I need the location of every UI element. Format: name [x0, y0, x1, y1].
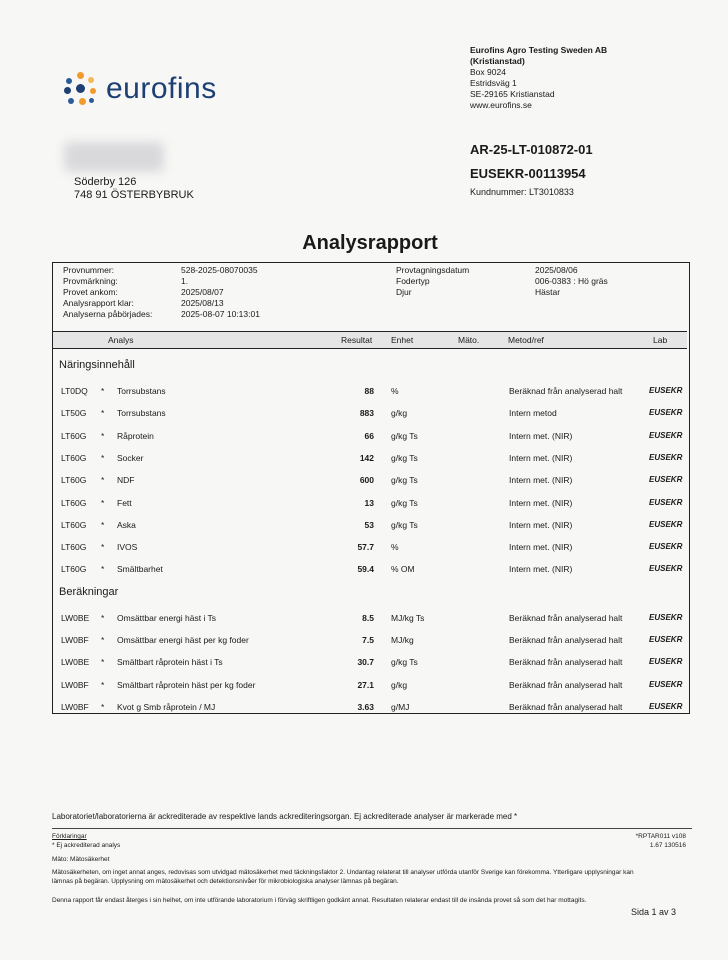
lab-code: EUSEKR: [649, 475, 683, 485]
lab-code: EUSEKR: [649, 564, 683, 574]
col-metod: Metod/ref: [508, 335, 544, 345]
lab-code: EUSEKR: [649, 542, 683, 552]
method: Intern met. (NIR): [509, 452, 573, 463]
analysis-code: LW0BE: [61, 612, 90, 623]
result-value: 142: [359, 452, 374, 463]
lab-street: Estridsväg 1: [470, 78, 517, 88]
meta-label: Provnummer:: [63, 265, 115, 275]
table-row: [53, 563, 687, 577]
section-heading: Näringsinnehåll: [59, 359, 135, 371]
brand-name: eurofins: [106, 72, 217, 105]
redacted-customer-name: [64, 142, 164, 172]
analysis-name: Smältbart råprotein häst per kg foder: [117, 679, 256, 690]
result-value: 59.4: [357, 564, 374, 575]
col-lab: Lab: [653, 335, 668, 345]
accreditation-mark: *: [101, 542, 105, 553]
table-row: [53, 385, 687, 399]
accreditation-mark: *: [101, 386, 105, 396]
unit: g/kg Ts: [391, 519, 418, 530]
result-value: 27.1: [357, 679, 374, 690]
analysis-name: Fett: [117, 497, 132, 508]
lab-name: Eurofins Agro Testing Sweden AB: [470, 45, 608, 55]
analysis-code: LT0DQ: [61, 386, 88, 396]
analysis-name: Omsättbar energi häst i Ts: [117, 612, 217, 623]
method: Intern met. (NIR): [509, 519, 573, 530]
lab-branch: (Kristianstad): [470, 56, 525, 66]
method: Intern met. (NIR): [509, 497, 573, 508]
lab-code: EUSEKR: [649, 452, 683, 462]
analysis-code: LT50G: [61, 408, 87, 419]
sample-reference: EUSEKR-00113954: [470, 166, 586, 181]
accreditation-mark: *: [101, 519, 105, 530]
method: Intern met. (NIR): [509, 430, 573, 441]
table-row: [53, 679, 687, 693]
method: Intern met. (NIR): [509, 542, 573, 553]
table-row: [53, 430, 687, 444]
result-value: 88: [364, 386, 374, 396]
eurofins-logo: [64, 72, 217, 106]
lab-code: EUSEKR: [649, 519, 683, 529]
analysis-code: LT60G: [61, 542, 87, 553]
analysis-code: LT60G: [61, 497, 87, 508]
accreditation-mark: *: [101, 657, 105, 668]
result-value: 883: [359, 408, 374, 419]
lab-code: EUSEKR: [649, 408, 683, 418]
analysis-name: Kvot g Smb råprotein / MJ: [117, 701, 216, 712]
analysis-name: NDF: [117, 475, 135, 486]
lab-code: EUSEKR: [649, 701, 683, 711]
meta-label: Provmärkning:: [63, 276, 118, 286]
analysis-code: LW0BF: [61, 635, 89, 645]
analysis-name: Aska: [117, 519, 136, 530]
table-row: [53, 452, 687, 466]
accreditation-mark: *: [101, 475, 105, 486]
analysis-code: LW0BE: [61, 657, 90, 668]
unit: g/kg: [391, 679, 408, 690]
meta-value: 2025/08/13: [181, 298, 224, 308]
reproduction-note: Denna rapport får endast återges i sin helhet, om inte utförande laboratorium i förväg skriftligen godkänt annat. Resultaten relaterar endast till de insända provet så som det har mottagits.: [52, 897, 587, 904]
table-row: [53, 519, 687, 533]
meta-label: Analyserna påbörjades:: [63, 309, 153, 319]
meta-value: 2025/08/07: [181, 287, 224, 297]
meta-value: 2025/08/06: [535, 265, 578, 275]
unit: % OM: [391, 564, 415, 575]
accreditation-mark: *: [101, 430, 105, 441]
col-mato: Mäto.: [458, 335, 480, 345]
customer-line-2: 748 91 ÖSTERBYBRUK: [74, 189, 194, 201]
accreditation-mark: *: [101, 452, 105, 463]
accreditation-mark: *: [101, 612, 105, 623]
lab-code: EUSEKR: [649, 497, 683, 507]
unit: g/kg Ts: [391, 497, 418, 508]
analysis-code: LW0BF: [61, 679, 89, 690]
analysis-code: LT60G: [61, 452, 87, 463]
analysis-code: LW0BF: [61, 701, 89, 712]
result-value: 13: [364, 497, 374, 508]
unit: g/kg: [391, 408, 408, 419]
meta-label: Provtagningsdatum: [396, 265, 470, 275]
analysis-name: Omsättbar energi häst per kg foder: [117, 635, 249, 645]
lab-city: SE-29165 Kristianstad: [470, 89, 555, 99]
analysis-name: Råprotein: [117, 430, 154, 441]
mato-note: Mäto: Mätosäkerhet: [52, 856, 110, 863]
analysis-name: IVOS: [117, 542, 138, 553]
method: Intern met. (NIR): [509, 475, 573, 486]
accreditation-mark: *: [101, 408, 105, 419]
analysis-name: Torrsubstans: [117, 386, 166, 396]
analysis-code: LT60G: [61, 564, 87, 575]
table-row: [53, 541, 687, 555]
result-value: 600: [359, 475, 374, 486]
page-indicator: Sida 1 av 3: [630, 907, 676, 917]
unit: g/kg Ts: [391, 475, 418, 486]
report-number: AR-25-LT-010872-01: [470, 142, 593, 157]
unit: %: [391, 542, 399, 553]
method: Beräknad från analyserad halt: [509, 635, 623, 645]
analysis-code: LT60G: [61, 519, 87, 530]
method: Beräknad från analyserad halt: [509, 612, 623, 623]
customer-number: Kundnummer: LT3010833: [470, 187, 574, 197]
table-row: [53, 612, 687, 626]
uncertainty-note: Mätosäkerheten, om inget annat anges, redovisas som utvidgad mätosäkerhet med täckningsfaktor 2. Undantag relaterat till analyser utförda utanför Sverige kan förekomma. Ytterligare upplysningar kan lämnas på begäran. Upplysning om mätosäkerhet och detektionsnivåer för mikrobiologiska analyser lämnas på begäran.: [52, 869, 634, 885]
lab-code: EUSEKR: [649, 657, 683, 667]
doc-version: 1.67 130516: [649, 842, 686, 849]
accreditation-mark: *: [101, 679, 105, 690]
meta-value: 528-2025-08070035: [181, 265, 258, 275]
lab-code: EUSEKR: [649, 430, 683, 440]
unit: g/kg Ts: [391, 657, 418, 668]
lab-code: EUSEKR: [649, 386, 683, 395]
method: Intern metod: [509, 408, 557, 419]
unit: g/kg Ts: [391, 452, 418, 463]
table-row: [53, 497, 687, 511]
unit: g/kg Ts: [391, 430, 418, 441]
meta-value: 2025-08-07 10:13:01: [181, 309, 260, 319]
col-analys: Analys: [108, 335, 134, 345]
unit: MJ/kg Ts: [391, 612, 425, 623]
accreditation-mark: *: [101, 701, 105, 712]
analysis-name: Torrsubstans: [117, 408, 166, 419]
method: Beräknad från analyserad halt: [509, 657, 623, 668]
analysis-code: LT60G: [61, 430, 87, 441]
accreditation-mark: *: [101, 564, 105, 575]
method: Intern met. (NIR): [509, 564, 573, 575]
col-enhet: Enhet: [391, 335, 414, 345]
doc-code: *RPTAR011 v108: [635, 833, 686, 840]
lab-code: EUSEKR: [649, 679, 683, 689]
eurofins-dots-icon: [64, 72, 98, 106]
analysis-code: LT60G: [61, 475, 87, 486]
result-value: 57.7: [357, 542, 374, 553]
analysis-name: Smältbarhet: [117, 564, 163, 575]
result-value: 30.7: [357, 657, 374, 668]
results-table: [52, 262, 690, 714]
lab-web: www.eurofins.se: [470, 100, 532, 110]
unit: MJ/kg: [391, 635, 414, 645]
customer-address: [74, 176, 194, 202]
result-value: 66: [364, 430, 374, 441]
meta-value: 1.: [181, 276, 189, 286]
footer-divider: [52, 828, 692, 829]
lab-box: Box 9024: [470, 67, 506, 77]
result-value: 7.5: [362, 635, 374, 645]
accreditation-mark: *: [101, 497, 105, 508]
meta-label: Analysrapport klar:: [63, 298, 134, 308]
page-title: Analysrapport: [302, 232, 438, 254]
result-value: 53: [364, 519, 374, 530]
meta-label: Fodertyp: [396, 276, 430, 286]
lab-code: EUSEKR: [649, 635, 683, 644]
section-heading: Beräkningar: [59, 585, 119, 598]
table-row: [53, 634, 687, 648]
method: Beräknad från analyserad halt: [509, 679, 623, 690]
explanations-heading: Förklaringar: [52, 833, 87, 840]
unit: %: [391, 386, 399, 396]
method: Beräknad från analyserad halt: [509, 701, 623, 712]
lab-code: EUSEKR: [649, 612, 683, 622]
table-row: [53, 701, 687, 715]
meta-label: Djur: [396, 287, 412, 297]
col-resultat: Resultat: [341, 335, 373, 345]
table-row: [53, 407, 687, 421]
table-header: [53, 331, 687, 349]
table-row: [53, 474, 687, 488]
analysis-name: Smältbart råprotein häst i Ts: [117, 657, 223, 668]
result-value: 8.5: [362, 612, 374, 623]
meta-value: Hästar: [535, 287, 561, 297]
table-row: [53, 656, 687, 670]
method: Beräknad från analyserad halt: [509, 386, 623, 396]
accreditation-mark: *: [101, 635, 105, 645]
meta-value: 006-0383 : Hö gräs: [535, 276, 608, 286]
customer-line-1: Söderby 126: [74, 176, 137, 188]
analysis-name: Socker: [117, 452, 144, 463]
not-accredited-note: * Ej ackrediterad analys: [52, 842, 121, 849]
lab-address: [470, 45, 607, 111]
accreditation-note: Laboratoriet/laboratorierna är ackrediterade av respektive lands ackrediteringsorgan. Ej ackrediterade analyser är markerade med *: [52, 812, 518, 821]
unit: g/MJ: [391, 701, 410, 712]
meta-label: Provet ankom:: [63, 287, 118, 297]
result-value: 3.63: [357, 701, 374, 712]
